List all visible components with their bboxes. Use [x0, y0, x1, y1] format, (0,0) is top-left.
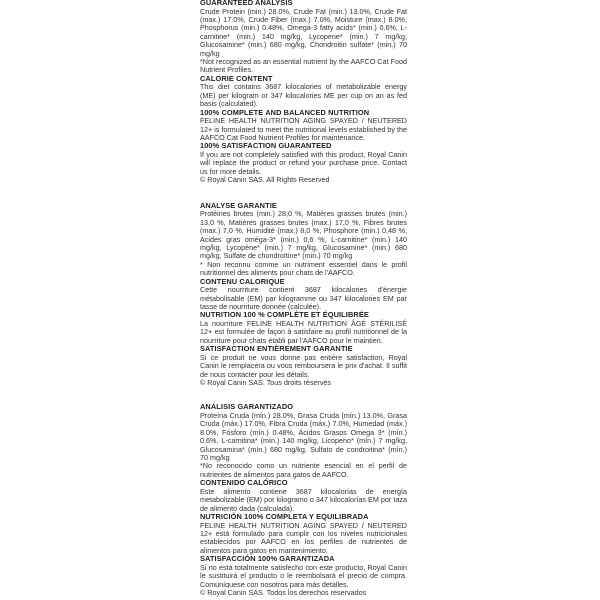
analysis-text: Protéines brutes (min.) 28,0 %, Matières grasses brutes (min.) 13,0 %, Matières grasses brutes (max.) 17,0 %, Fibres brutes (max.) 7,0 %, Humidité (max.) 8,0 %, Phosphore (min.) 0,48 %, Acides gras oméga-3* (min.) 0,6 %, L-carnitine* (min.) 140 mg/kg, Lycopène* (min.) 7 mg/kg, Glucosamine* (min.) 680 mg/kg, Sulfate de chondroïtine* (min.) 70 mg/kg: [200, 209, 407, 261]
english-section: [200, 0, 407, 185]
satisfaction-text: Si no está totalmente satisfecho con este producto, Royal Canin le sustituirá el producto o le reembolsará el precio de compra. Comuníquese con nosotros para más detalles.: [200, 562, 407, 589]
nutrition-heading: NUTRICIÓN 100% COMPLETA Y EQUILIBRADA: [200, 512, 369, 522]
nutrition-text: FELINE HEALTH NUTRITION AGING SPAYED / NEUTERED 12+ is formulated to meet the nutritional levels established by the AAFCO Cat Food Nutrient Profiles for maintenance.: [200, 116, 407, 143]
satisfaction-heading: SATISFACCIÓN 100% GARANTIZADA: [200, 554, 335, 564]
analysis-text: Crude Protein (min.) 28.0%, Crude Fat (min.) 13.0%, Crude Fat (max.) 17.0%, Crude Fiber (max.) 7.0%, Moisture (max.) 8.0%, Phosphorus (min.) 0.48%, Omega-3 fatty acids* (min.) 0.6%, L-carnitine* (min.) 140 mg/kg, Lycopene* (min.) 7 mg/kg, Glucosamine* (min.) 680 mg/kg, Chondroitin sulfate* (min.) 70 mg/kg: [200, 6, 407, 58]
french-section: [200, 202, 407, 388]
analysis-text: Proteína Cruda (mín.) 28.0%, Grasa Cruda (mín.) 13.0%, Grasa Cruda (máx.) 17.0%, Fibra Cruda (máx.) 7.0%, Humedad (máx.) 8.0%, Fósforo (mín.) 0.48%, Ácidos Grasos Omega 3* (mín.) 0.6%, L-carnitina* (mín.) 140 mg/kg, Licopeno* (mín.) 7 mg/kg, Glucosamina* (mín.) 680 mg/kg, Sulfato de condroitina* (mín.) 70 mg/kg: [200, 410, 407, 462]
satisfaction-heading: SATISFACTION ENTIÈREMENT GARANTIE: [200, 344, 353, 354]
nutrition-text: FELINE HEALTH NUTRITION AGING SPAYED / NEUTERED 12+ está formulado para cumplir con los niveles nutricionales establecidos por AAFCO en los perfiles de nutrientes de alimentos para gatos en mantenimiento.: [200, 520, 407, 555]
satisfaction-text: If you are not completely satisfied with this product, Royal Canin will replace the product or refund your purchase price. Contact us for more details.: [200, 150, 407, 176]
nutrition-text: La nourriture FELINE HEALTH NUTRITION ÂGÉ STÉRILISÉ 12+ est formulée de façon à satisfaire au profil nutritionnel de la nourriture pour chats établi par l'AAFCO pour le maintien.: [200, 318, 407, 345]
nutrition-heading: NUTRITION 100 % COMPLÈTE ET ÉQUILIBRÉE: [200, 310, 369, 320]
calorie-text: This diet contains 3687 kilocalories of metabolizable energy (ME) per kilogram or 347 kilocalories ME per cup on an as fed basis (calculated).: [200, 82, 407, 109]
analysis-heading: ANALYSE GARANTIE: [200, 200, 277, 210]
satisfaction-text: Si ce produit ne vous donne pas entière satisfaction, Royal Canin le remplacera ou vous remboursera le prix d'achat. Il suffit de nous contacter pour les détails.: [200, 352, 407, 379]
copyright-text: © Royal Canin SAS. Todos los derechos reservados: [200, 588, 367, 598]
copyright-text: © Royal Canin SAS. All Rights Reserved: [200, 175, 330, 185]
analysis-note: * Non reconnu comme un nutriment essentiel dans le profil nutritionnel des aliments pour chats de l'AAFCO.: [200, 259, 407, 278]
spanish-section: [200, 403, 407, 597]
analysis-heading: ANÁLISIS GARANTIZADO: [200, 402, 294, 412]
product-label-document: [200, 0, 407, 597]
calorie-text: Este alimento contiene 3687 kilocalorías de energía metabolizable (EM) por kilogramo o 347 kilocalorías EM por taza de alimento dada (calculada).: [200, 486, 407, 513]
calorie-heading: CALORIE CONTENT: [200, 73, 273, 83]
analysis-note: *Not recognized as an essential nutrient by the AAFCO Cat Food Nutrient Profiles.: [200, 57, 407, 75]
calorie-text: Cette nourriture contient 3687 kilocalories d'énergie métabolisable (EM) par kilogramme ou 347 kilocalories EM par tasse de nourriture donnée (calculée).: [200, 285, 407, 311]
nutrition-heading: 100% COMPLETE AND BALANCED NUTRITION: [200, 107, 370, 117]
analysis-heading: GUARANTEED ANALYSIS: [200, 0, 293, 7]
analysis-note: *No reconocido como un nutriente esencial en el perfil de nutrientes de alimentos para gatos de AAFCO.: [200, 461, 407, 479]
copyright-text: © Royal Canin SAS. Tous droits réservés: [200, 377, 331, 387]
calorie-heading: CONTENIDO CALÓRICO: [200, 478, 288, 488]
satisfaction-heading: 100% SATISFACTION GUARANTEED: [200, 141, 332, 151]
calorie-heading: CONTENU CALORIQUE: [200, 276, 285, 286]
